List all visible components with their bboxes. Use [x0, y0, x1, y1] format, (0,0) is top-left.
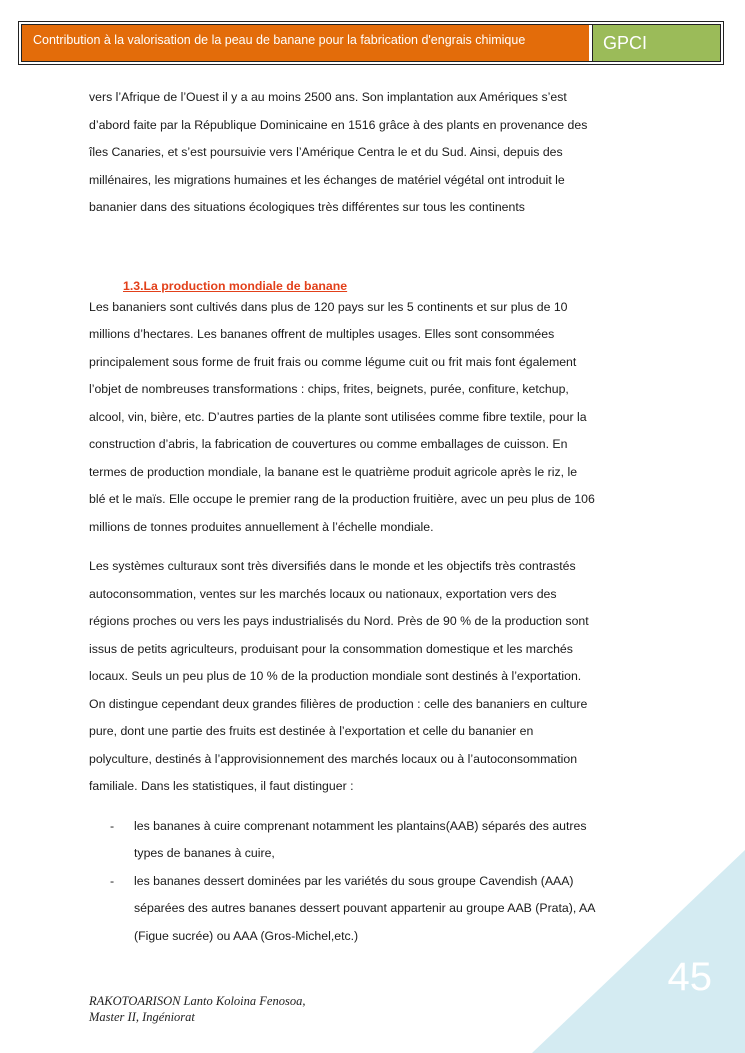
page-header [18, 21, 724, 65]
text-line: familiale. Dans les statistiques, il faut distinguer : [89, 779, 354, 793]
text-line: blé et le maïs. Elle occupe le premier rang de la production fruitière, avec un peu plus de 106 [89, 492, 595, 506]
header-frame [21, 24, 721, 62]
text-line: locaux. Seuls un peu plus de 10 % de la production mondiale sont destinés à l’exportation. [89, 669, 582, 683]
text-line: régions proches ou vers les pays industrialisés du Nord. Près de 90 % de la production sont [89, 614, 589, 628]
bullet-list [89, 813, 659, 951]
text-line: vers l’Afrique de l’Ouest il y a au moins 2500 ans. Son implantation aux Amériques s’est [89, 90, 567, 104]
text-line: termes de production mondiale, la banane est le quatrième produit agricole après le riz, le [89, 464, 578, 479]
text-line: Les systèmes culturaux sont très diversifiés dans le monde et les objectifs très contrastés [89, 559, 576, 573]
text-line: polyculture, destinés à l’approvisionnement des marchés locaux ou à l’autoconsommation [89, 751, 578, 766]
text-line: types de bananes à cuire, [134, 846, 275, 860]
page-content [89, 84, 659, 950]
text-line: principalement sous forme de fruit frais ou comme légume cuit ou frit mais font également [89, 354, 577, 369]
section-heading: 1.3.La production mondiale de banane [123, 278, 348, 293]
text-line: les bananes dessert dominées par les variétés du sous groupe Cavendish (AAA) [134, 873, 574, 888]
text-line: millions d’hectares. Les bananes offrent de multiples usages. Elles sont consommées [89, 327, 555, 341]
bullet-dash: - [110, 873, 115, 888]
text-line: On distingue cependant deux grandes filières de production : celle des bananiers en culture [89, 696, 588, 711]
text-line: autoconsommation, ventes sur les marchés locaux ou nationaux, exportation vers des [89, 586, 557, 601]
intro-paragraph [89, 84, 659, 222]
text-line: (Figue sucrée) ou AAA (Gros-Michel,etc.) [134, 928, 359, 943]
list-item [89, 813, 659, 868]
text-line: millénaires, les migrations humaines et les échanges de matériel végétal ont introduit le [89, 172, 565, 187]
list-item [89, 868, 659, 951]
footer-author: RAKOTOARISON Lanto Koloina Fenosoa, [89, 994, 306, 1008]
page-footer [89, 993, 305, 1025]
text-line: Les bananiers sont cultivés dans plus de 120 pays sur les 5 continents et sur plus de 10 [89, 299, 568, 314]
bullet-dash: - [110, 818, 115, 833]
text-line: bananier dans des situations écologiques très différentes sur tous les continents [89, 200, 525, 214]
header-title: Contribution à la valorisation de la peau de banane pour la fabrication d'engrais chimique [22, 25, 592, 61]
text-line: issus de petits agriculteurs, produisant pour la consommation domestique et les marchés [89, 641, 573, 656]
header-badge: GPCI [592, 25, 720, 61]
systems-paragraph [89, 553, 659, 801]
text-line: construction d’abris, la fabrication de couvertures ou comme emballages de cuisson. En [89, 437, 568, 451]
text-line: pure, dont une partie des fruits est destinée à l’exportation et celle du bananier en [89, 724, 534, 738]
text-line: l’objet de nombreuses transformations : chips, frites, beignets, purée, confiture, ketchup, [89, 382, 569, 396]
text-line: d’abord faite par la République Dominicaine en 1516 grâce à des plants en provenance des [89, 117, 588, 132]
text-line: îles Canaries, et s’est poursuivie vers l’Amérique Centra le et du Sud. Ainsi, depuis des [89, 145, 563, 159]
section-spacer [89, 222, 659, 278]
production-paragraph [89, 294, 659, 542]
text-line: millions de tonnes produites annuellement à l’échelle mondiale. [89, 519, 434, 534]
footer-degree: Master II, Ingéniorat [89, 1010, 195, 1024]
text-line: séparées des autres bananes dessert pouvant appartenir au groupe AAB (Prata), AA [134, 901, 596, 915]
text-line: les bananes à cuire comprenant notamment les plantains(AAB) séparés des autres [134, 818, 587, 833]
text-line: alcool, vin, bière, etc. D’autres parties de la plante sont utilisées comme fibre textile, pour la [89, 409, 587, 424]
page-number: 45 [667, 955, 712, 999]
